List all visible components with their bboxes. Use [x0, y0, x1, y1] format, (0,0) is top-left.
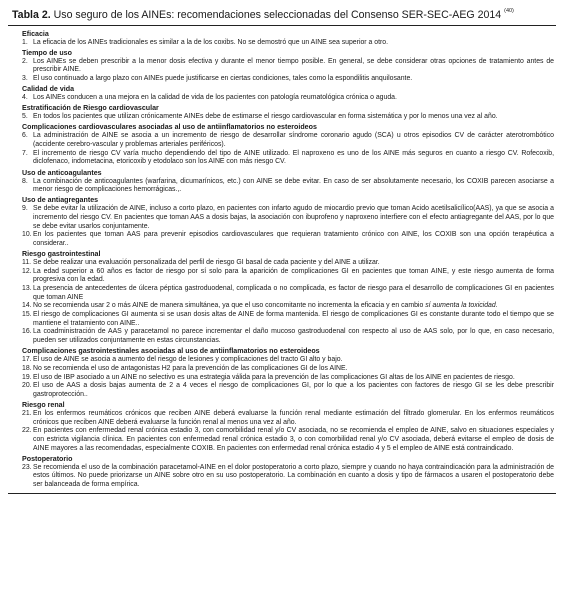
item-text	[33, 231, 554, 248]
list-item	[22, 311, 554, 328]
item-text-main: No se recomienda usar 2 o más AINE de manera simultánea, ya que el uso concomitante no incrementa la eficacia y en cambio	[33, 302, 426, 310]
item-text-main: El uso de AAS a dosis bajas aumenta de 2 a 4 veces el riesgo de complicaciones GI, por lo que a los pacientes con factores de riesgo GI se les debe prescribir gastroprotección..	[33, 382, 554, 398]
list-item	[22, 39, 554, 48]
section-title: Estratificación de Riesgo cardiovascular	[22, 104, 159, 113]
list-item	[22, 374, 554, 383]
list-item	[22, 94, 554, 103]
item-text	[33, 410, 554, 427]
item-number: 5.	[22, 113, 28, 121]
item-text-main: El uso continuado a largo plazo con AINEs puede justificarse en ciertas condiciones, tales como la espondilitis anquilosante.	[33, 74, 413, 82]
table-body	[12, 26, 554, 490]
item-text-main: La coadministración de AAS y paracetamol no parece incrementar el daño mucoso gastroduodenal con respecto al uso de AAS solo, por lo que, en caso necesario, pueden ser utilizados conjuntamente en estas circunstancias.	[33, 328, 554, 345]
section	[22, 401, 554, 453]
item-text	[33, 302, 554, 311]
list-item	[22, 302, 554, 311]
section	[22, 347, 554, 399]
item-number: 6.	[22, 132, 28, 140]
list-item	[22, 231, 554, 248]
item-text-main: El riesgo de complicaciones GI aumenta si se usan dosis altas de AINE de forma mantenida. El riesgo de complicaciones GI es constante durante todo el tiempo que se mantiene el tratamiento con AINE..	[33, 311, 554, 327]
item-text-main: El incremento de riesgo CV varía mucho dependiendo del tipo de AINE utilizado. El naproxeno es uno de los AINE más seguros en cuanto a riesgo CV. Rofecoxib, diclofenaco, indometacina, etoricoxib y etodolaco son los AINE con más riesgo CV.	[33, 149, 554, 166]
section	[22, 455, 554, 490]
list-item	[22, 382, 554, 399]
item-number: 13.	[22, 285, 32, 293]
item-text-main: La edad superior a 60 años es factor de riesgo por sí solo para la aparición de complicaciones GI en pacientes que toman AINE, y este riesgo aumenta de forma progresiva con la edad.	[33, 267, 554, 284]
item-text	[33, 464, 554, 490]
table-title	[12, 4, 554, 25]
table-caption: Uso seguro de los AINEs: recomendaciones seleccionadas del Consenso SER-SEC-AEG 2014	[53, 9, 502, 21]
item-number: 23.	[22, 463, 32, 471]
section	[22, 104, 554, 122]
item-number: 11.	[22, 259, 32, 267]
item-text	[33, 374, 554, 383]
list-item	[22, 205, 554, 231]
item-number: 3.	[22, 74, 28, 82]
item-number: 20.	[22, 382, 32, 390]
section	[22, 250, 554, 346]
section-title: Eficacia	[22, 29, 49, 38]
item-number: 15.	[22, 311, 32, 319]
item-number: 12.	[22, 267, 32, 275]
section-title: Riesgo gastrointestinal	[22, 250, 101, 259]
section-title: Uso de anticoagulantes	[22, 168, 102, 177]
item-number: 7.	[22, 149, 28, 157]
list-item	[22, 365, 554, 374]
item-text	[33, 150, 554, 167]
list-item	[22, 464, 554, 490]
section	[22, 196, 554, 248]
list-item	[22, 178, 554, 195]
item-number: 19.	[22, 373, 32, 381]
list-item	[22, 113, 554, 122]
item-number: 18.	[22, 364, 32, 372]
item-number: 10.	[22, 231, 32, 239]
bottom-rule	[8, 493, 556, 494]
item-text	[33, 94, 554, 103]
section	[22, 123, 554, 167]
section-title: Uso de antiagregantes	[22, 196, 99, 205]
section	[22, 85, 554, 103]
item-text-main: En los enfermos reumáticos crónicos que reciben AINE deberá evaluarse la función renal mediante estimación del filtrado glomerular. En los enfermos reumáticos crónicos que reciben AINE deberá evaluarse la función renal al menos una vez al año.	[33, 410, 554, 426]
item-text	[33, 39, 554, 48]
item-text-main: Se debe realizar una evaluación personalizada del perfil de riesgo GI basal de cada paciente y del AINE a utilizar.	[33, 259, 380, 267]
item-text	[33, 205, 554, 231]
item-text	[33, 311, 554, 328]
list-item	[22, 58, 554, 75]
item-text	[33, 328, 554, 345]
list-item	[22, 410, 554, 427]
list-item	[22, 268, 554, 285]
item-number: 1.	[22, 38, 28, 46]
list-item	[22, 150, 554, 167]
section	[22, 169, 554, 195]
item-text	[33, 365, 554, 374]
section-title: Calidad de vida	[22, 85, 75, 94]
item-text-main: El uso de AINE se asocia a aumento del riesgo de lesiones y complicaciones del tracto GI alto y bajo.	[33, 356, 343, 364]
item-number: 4.	[22, 94, 28, 102]
item-text-main: Los AINEs conducen a una mejora en la calidad de vida de los pacientes con patología reumatológica crónica o aguda.	[33, 94, 397, 102]
section-title: Complicaciones cardiovasculares asociadas al uso de antiinflamatorios no esteroideos	[22, 123, 317, 132]
item-text-main: No se recomienda el uso de antagonistas H2 para la prevención de las complicaciones GI de los AINE.	[33, 364, 348, 372]
item-text	[33, 382, 554, 399]
item-text	[33, 132, 554, 149]
item-text-main: En los pacientes que toman AAS para prevenir episodios cardiovasculares que requieran tratamiento crónico con AINE, los COXIB son una opción terapéutica a considerar..	[33, 231, 554, 247]
section	[22, 30, 554, 48]
item-text	[33, 427, 554, 453]
list-item	[22, 328, 554, 345]
item-text	[33, 178, 554, 195]
item-number: 16.	[22, 328, 32, 336]
item-text	[33, 75, 554, 84]
item-text-main: En pacientes con enfermedad renal crónica estadio 3, con comorbilidad renal y/o CV asociada, no se recomienda el empleo de AINE, salvo en situaciones especiales y con estricta vigilancia clínica. En pacientes con enfermedad renal crónica estadio 3, o con comorbilidad renal y/o CV asociada, deberá evitarse el empleo de dosis de AINE mayores a las recomendadas, especialmente COXIB. En pacientes con enfermedad renal crónica estadio 4 y 5 el empleo de AINE está contraindicado.	[33, 427, 554, 452]
item-text-main: Se debe evitar la utilización de AINE, incluso a corto plazo, en pacientes con infarto agudo de miocardio previo que toman Acido acetilsalicílico(AAS), ya que se asocia a incremento del riesgo CV. En pacientes que toman AAS a dosis bajas, la asociación con ibuprofeno y naproxeno interfiere con el efecto antiagregante del AAS, por lo que se debe evitar usarlos conjuntamente.	[33, 205, 554, 230]
item-text-main: La presencia de antecedentes de úlcera péptica gastroduodenal, complicada o no complicada, es factor de riesgo para el desarrollo de complicaciones GI en pacientes que toman AINE	[33, 285, 554, 301]
item-text	[33, 356, 554, 365]
item-text-main: Los AINEs se deben prescribir a la menor dosis efectiva y durante el menor tiempo posible. En general, se debe considerar otras opciones de tratamiento antes de prescribir AINE.	[33, 57, 554, 74]
reference-marker: (40)	[504, 8, 514, 14]
item-text-emphasis: sí aumenta la toxicidad.	[425, 302, 498, 310]
section	[22, 49, 554, 84]
item-text	[33, 259, 554, 268]
item-number: 8.	[22, 177, 28, 185]
item-text	[33, 58, 554, 75]
list-item	[22, 427, 554, 453]
section-title: Complicaciones gastrointestinales asociadas al uso de antiinflamatorios no esteroideos	[22, 347, 320, 356]
item-text	[33, 113, 554, 122]
item-text-main: En todos los pacientes que utilizan crónicamente AINEs debe de estimarse el riesgo cardiovascular en forma sistemática y por lo menos una vez al año.	[33, 113, 498, 121]
list-item	[22, 259, 554, 268]
list-item	[22, 75, 554, 84]
item-number: 17.	[22, 356, 32, 364]
list-item	[22, 132, 554, 149]
item-number: 21.	[22, 410, 32, 417]
list-item	[22, 356, 554, 365]
list-item	[22, 285, 554, 302]
item-number: 22.	[22, 427, 32, 435]
item-text	[33, 268, 554, 285]
item-number: 2.	[22, 57, 28, 65]
item-text-main: El uso de IBP asociado a un AINE no selectivo es una estrategia válida para la prevención de las complicaciones GI altas de los AINE en pacientes de riesgo.	[33, 373, 515, 381]
table-label: Tabla 2.	[12, 9, 51, 21]
item-text-main: La administración de AINE se asocia a un incremento de riesgo de desarrollar síndrome coronario agudo (SCA) u otros episodios CV de carácter aterotrombótico (accidente cerebro-vascular y problemas arteriales periféricos).	[33, 132, 554, 149]
item-number: 9.	[22, 205, 28, 213]
section-title: Riesgo renal	[22, 401, 65, 409]
item-text	[33, 285, 554, 302]
item-text-main: La eficacia de los AINEs tradicionales es similar a la de los coxibs. No se demostró que un AINE sea superior a otro.	[33, 38, 389, 46]
section-title: Tiempo de uso	[22, 48, 72, 57]
section-title: Postoperatorio	[22, 454, 73, 463]
item-number: 14.	[22, 302, 32, 310]
item-text-main: La combinación de anticoagulantes (warfarina, dicumarínicos, etc.) con AINE se debe evitar. En caso de ser absolutamente necesario, los COXIB parecen asociarse a menor riesgo de complicaciones hemorrágicas.,.	[33, 177, 554, 194]
item-text-main: Se recomienda el uso de la combinación paracetamol-AINE en el dolor postoperatorio a corto plazo, siempre y cuando no haya contraindicación para la administración de estos últimos. No puede priorizarse un AINE sobre otro en su uso postoperatorio. La combinación en cuanto a dosis y tipo de fármacos a usaren el postoperatorio debe ser balanceada de forma empírica.	[33, 463, 554, 489]
